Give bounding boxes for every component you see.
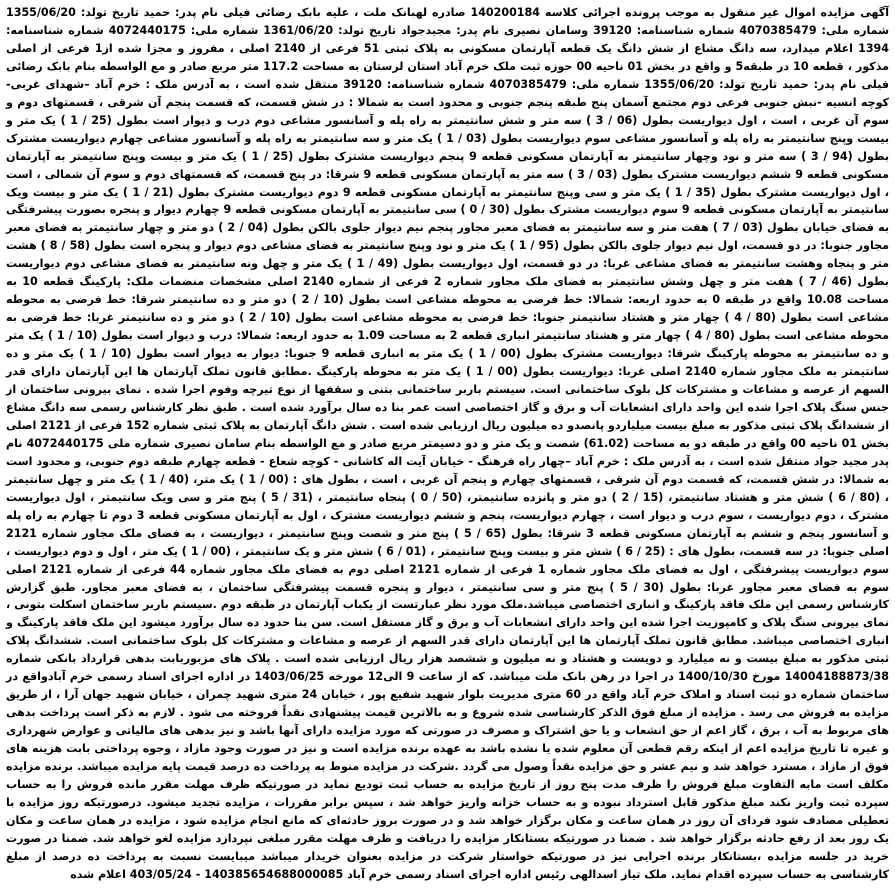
auction-notice-text: آگهی مزایده اموال غیر منقول به موجب پرونده اجرائی کلاسه 140200184 صادره لهبانک ملت ، علیه بابک رضائی فیلی نام پدر: حمید تاریخ تولد: 1355/06/20 شماره ملی: 4070385479 شماره شناسنامه: 39120 وسامان نصیری نام پدر: مجیدجواد تاریخ تولد: 1361/06/20 شماره ملی: 4072440175 شماره شناسنامه: 1394 اعلام میدارد، سه دانگ مشاع از شش دانگ یک قطعه آپارتمان مسکونی به پلاک ثبتی 51 فرعی از 2140 اصلی ، مفروز و مجزا شده از1 فرعی از اصلی مذکور ، قطعه 10 در طبقه5 و واقع در بخش 01 ناحیه 00 حوزه ثبت ملک خرم آباد استان لرستان به مساحت 117.2 متر مربع صادر و مع الواسطه بنام بابک رضائی فیلی نام پدر: حمید تاریخ تولد: 1355/06/20 شماره ملی: 4070385479 شماره شناسنامه: 39120 منتقل شده است ، به آدرس ملک : خرم آباد –شهدای غربی- کوچه انسیه -نبش جنوبی فرعی دوم مجتمع آسمان پنج طبقه پنجم جنوبی و محدود است به شمالا : در شش قسمت، که قسمت پنجم آن شرقی ، قسمتهای دوم و سوم آن غربی ، است ، اول دیواریست بطول (06 / 3 ) سه متر و شش سانتیمتر به راه پله و آسانسور مشاعی دوم درب و دیوار است بطول (25 / 1 ) یک متر و بیست وپنج سانتیمتر به راه پله و آسانسور مشاعی سوم دیواریست بطول (03 / 1 ) یک متر و سه سانتیمتر به راه پله و آسانسور مشاعی چهارم دیواریست مشترک بطول (94 / 3 ) سه متر و نود وچهار سانتیمتر به آپارتمان مسکونی قطعه 9 پنجم دیواریست مشترک بطول (25 / 1 ) یک متر و بیست وپنج سانتیمتر به آپارتمان مسکونی قطعه 9 ششم دیواریست مشترک بطول (03 / 3 ) سه متر به آپارتمان مسکونی قطعه 9 شرقا: در پنج قسمت، که قسمتهای دوم و سوم آن شمالی ، است ، اول دیواریست مشترک بطول (35 / 1 ) یک متر و سی وپنج سانتیمتر به آپارتمان مسکونی قطعه 9 دوم دیواریست مشترک بطول (21 / 1 ) یک متر و بیست ویک سانتیمتر به آپارتمان مسکونی قطعه 9 سوم دیواریست مشترک بطول (30 / 0 ) سی سانتیمتر به آپارتمان مسکونی قطعه 9 چهارم دیوار و پنجره بصورت پیشرفتگی به فضای خیابان بطول (03 / 7 ) هفت متر و سه سانتیمتر به فضای معبر مجاور پنجم نیم دیوار جلوی بالکن بطول (04 / 2 ) دو متر و چهار سانتیمتر به فضای معبر مجاور جنوبا: در دو قسمت، اول نیم دیوار جلوی بالکن بطول (95 / 1 ) یک متر و نود وپنج سانتیمتر به فضای مشاعی دوم دیوار و پنجره است بطول (58 / 8 ) هشت متر و پنجاه وهشت سانتیمتر به فضای مشاعی غربا: در دو قسمت، اول دیواریست بطول (49 / 1 ) یک متر و چهل ونه سانتیمتر به فضای مشاعی دوم دیواریست بطول (46 / 7 ) هفت متر و چهل وشش سانتیمتر به فضای ملک مجاور شماره 2 فرعی از شماره 2140 اصلی مشخصات منضمات ملک: پارکینگ قطعه 10 به مساحت 10.08 واقع در طبقه 0 به حدود اربعه: شمالا: خط فرضی به محوطه مشاعی است بطول (10 / 2 ) دو متر و ده سانتیمتر شرقا: خط فرضی به محوطه مشاعی است بطول (80 / 4 ) چهار متر و هشتاد سانتیمتر جنوبا: خط فرضی به محوطه مشاعی است بطول (10 / 2 ) دو متر و ده سانتیمتر غربا: خط فرضی به محوطه مشاعی است بطول (80 / 4 ) چهار متر و هشتاد سانتیمتر انباری قطعه 2 به مساحت 1.09 به حدود اربعه: شمالا: درب و دیوار است بطول (10 / 1 ) یک متر و ده سانتیمتر به محوطه پارکینگ شرقا: دیواریست مشترک بطول (00 / 1 ) یک متر به انباری قطعه 9 جنوبا: دیوار به دیوار است بطول (10 / 1 ) یک متر و ده سانتیمتر به ملک مجاور شماره 2140 اصلی غربا: دیواریست بطول (00 / 1 ) یک متر به محوطه پارکینگ .مطابق قانون تملک آپارتمان ها این آپارتمان دارای قدر السهم از عرصه و مشاعات و مشترکات کل بلوک ساختمانی است. سیستم باربر ساختمانی بتنی و سقفها از نوع تیرچه وفوم اجرا شده . نمای بیرونی ساختمان از جنس سنگ پلاک اجرا شده این واحد دارای انشعابات آب و برق و گاز اختصاصی است عمر بنا ده سال برآورد شده است . طبق نظر کارشناس رسمی سه دانگ مشاع از ششدانگ پلاک ثبتی مذکور به مبلغ بیست میلیاردو پانصدو ده میلیون ریال ارزیابی شده است . شش دانگ آپارتمان به پلاک ثبتی شماره 152 فرعی از 2121 اصلی بخش 01 ناحیه 00 واقع در طبقه دو به مساحت (61.02) شصت و یک متر و دو دسیمتر مربع صادر و مع الواسطه بنام سامان نصیری شماره ملی 4072440175 نام پدر مجید جواد منتقل شده است ، به آدرس ملک : خرم آباد –چهار راه فرهنگ - خیابان آیت اله کاشانی - کوچه شعاع - قطعه چهارم طبقه دوم جنوبی، و محدود است به شمالا: در شش قسمت، که قسمت دوم آن شرقی ، قسمتهای چهارم و پنجم آن غربی ، است ، بطول های : (00 / 1 ) یک متر، (40 / 1 ) یک متر و چهل سانتیمتر ، (80 / 6 ) شش متر و هشتاد سانتیمتر، (15 / 2 ) دو متر و پانزده سانتیمتر، (50 / 0 ) پنجاه سانتیمتر ، (31 / 5 ) پنج متر و سی ویک سانتیمتر ، اول دیواریست مشترک ، دوم دیواریست ، سوم درب و دیوار است ، چهارم دیواریست، پنجم و ششم دیواریست مشترک ، اول به آپارتمان مسکونی قطعه 3 دوم تا چهارم به راه پله و آسانسور پنجم و ششم به آپارتمان مسکونی قطعه 3 شرقا: بطول (65 / 5 ) پنج متر و شصت وپنج سانتیمتر ، دیواریست ، به فضای ملک مجاور شماره 2121 اصلی جنوبا: در سه قسمت، بطول های : (25 / 6 ) شش متر و بیست وپنج سانتیمتر ، (01 / 6 ) شش متر و یک سانتیمتر ، (00 / 1 ) یک متر ، اول و دوم دیواریست ، سوم دیواریست پیشرفتگی ، اول به فضای ملک مجاور شماره 1 فرعی از شماره 2121 اصلی دوم به فضای ملک مجاور شماره 44 فرعی از شماره 2121 اصلی سوم به فضای معبر مجاور غربا: بطول (30 / 5 ) پنج متر و سی سانتیمتر ، دیوار و پنجره قسمت پیشرفتگی ساختمان ، به فضای معبر مجاور. طبق گزارش کارشناس رسمی این ملک فاقد پارکینگ و انباری اختصاصی میباشد.ملک مورد نظر عبارتست از یکباب آپارتمان در طبقه دوم .سیستم باربر ساختمان اسکلت بتونی ، نمای بیرونی سنگ پلاک و کامپوزیت اجرا شده این واحد دارای انشعابات آب و برق و گاز مستقل است. سن بنا حدود ده سال برآورد میشود این ملک فاقد پارکینگ و انباری اختصاصی میباشد. مطابق قانون تملک آپارتمان ها این آپارتمان دارای قدر السهم از عرصه و مشاعات و مشترکات کل بلوک ساختمانی است. ششدانگ پلاک ثبتی مذکور به مبلغ بیست و نه میلیارد و دویست و هشتاد و نه میلیون و ششصد هزار ریال ارزیابی شده است . پلاک های مزبوربابت بدهی قرارداد بانکی شماره 14004188873/38 مورخ 1400/10/30 در اجرا در رهن بانک ملت میباشد. که از ساعت 9 الی12 مورخه 1403/06/25 در اداره اجرای اسناد رسمی خرم آبادواقع در ساختمان شماره دو ثبت اسناد و املاک خرم آباد واقع در 60 متری مدیریت بلوار شهید شفیع پور ، خیابان 24 متری شهید چمران ، خیابان شهید جهان آرا ، از طریق مزایده به فروش می رسد . مزایده از مبلغ فوق الذکر کارشناسی شده شروع و به بالاترین قیمت پیشنهادی نقداً فروخته می شود . لازم به ذکر است پرداخت بدهی های مربوط به آب ، برق ، گاز اعم از حق انشعاب و یا حق اشتراک و مصرف در صورتی که مورد مزایده دارای آنها باشد و نیز بدهی های مالیاتی و عوارض شهرداری و غیره تا تاریخ مزایده اعم از اینکه رقم قطعی آن معلوم شده یا نشده باشد به عهده برنده مزایده است و نیز در صورت وجود مازاد ، وجوه پرداختی بابت هزینه های فوق از مازاد ، مسترد خواهد شد و نیم عشر و حق مزایده نقداً وصول می گردد .شرکت در مزایده منوط به پرداخت ده درصد قیمت پایه مزایده میباشد. برنده مزایده مکلف است مابه التفاوت مبلغ فروش را ظرف مدت پنج روز از تاریخ مزایده به حساب ثبت تودیع نماید در صورتیکه ظرف مهلت مقرر مانده فروش را به حساب سپرده ثبت واریز نکند مبلغ مذکور قابل استرداد نبوده و به حساب خزانه واریز خواهد شد ، سپس برابر مقررات ، مزایده تجدید میشود. درصورتیکه روز مزایده با تعطیلی مصادف شود فردای آن روز در همان ساعت و مکان برگزار خواهد شد و در صورت بروز حادثه‌ای که مانع انجام مزایده شود ، مزایده در همان ساعت و مکان یک روز بعد از رفع حادثه برگزار خواهد شد . ضمنا در صورتیکه بستانکار مزایده را دریافت و ظرف مهلت مقرر مبلغی نپردازد مزایده لغو خواهد شد. ضمنا در صورت خرید در جلسه مزایده ،بستانکار برنده اجرایی نیز در صورتیکه خواستار شرکت در مزایده بعنوان خریدار میباشد میبایست نسبت به پرداخت ده درصد از مبلغ کارشناسی به حساب سپرده اقدام نماید. ملک تیاز اسدالهی رئیس اداره اجرای اسناد رسمی خرم آباد 140385654688000085 - 403/05/24 اعلام شده — [6, 6, 890, 881]
